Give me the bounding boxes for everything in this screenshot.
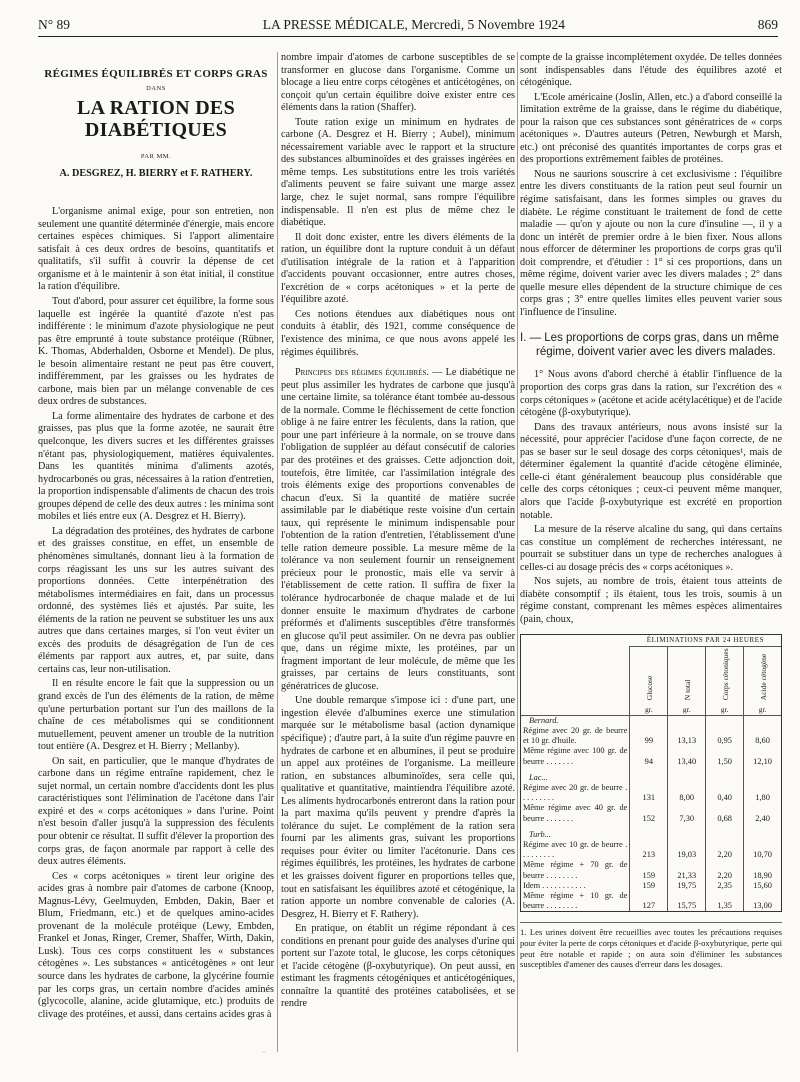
paragraph: Toute ration exige un minimum en hydrates de carbone (A. Desgrez et H. Bierry ; Aubel), minimum nécessairement variable avec le rapport et la structure des substances albuminoïdes et des graisses ingérées en même temps. Les substitutions entre les trois variétés d'aliments peuvent se faire suivant une marge assez large, chez le sujet normal, sans rompre l'équilibre indispensable. Il n'en est plus de même chez le diabétique.	[281, 116, 515, 229]
units-row: gr. gr. gr. gr.	[521, 705, 781, 716]
table-cell: 131	[630, 783, 668, 803]
table-cell: 94	[630, 746, 668, 766]
table-cell: 0,68	[706, 803, 744, 823]
regime-label: Même régime + 70 gr. de beurre . . . . . . . .	[523, 860, 628, 880]
column-divider	[517, 52, 518, 1052]
subsection-heading: Principes des régimes équilibrés.	[295, 367, 429, 379]
regime-label: Même régime avec 40 gr. de beurre . . . . . . .	[523, 803, 628, 823]
table-row	[521, 726, 781, 746]
paragraph-principes	[281, 367, 515, 693]
table-row	[521, 840, 781, 860]
regime-label: Régime avec 10 gr. de beurre . . . . . . . . .	[523, 840, 628, 860]
paragraph: On sait, en particulier, que le manque d'hydrates de carbone dans un régime entraîne rapidement, chez le sujet normal, un certain nombre d'accidents dont les plus caractéristiques sont l'élimination de l'acétone dans l'air expiré et des « corps acétoniques » dans l'urine. Point n'est besoin d'aller jusqu'à la suppression des féculents pour obtenir ce résultat. Il suffit d'élever la proportion des corps gras, de façon anormale par rapport à celle des deux autres éléments.	[38, 755, 274, 868]
table-cell: 2,35	[706, 881, 744, 891]
regime-label: Idem . . . . . . . . . . .	[523, 880, 586, 890]
table-row	[521, 746, 781, 766]
regime-label: Régime avec 20 gr. de beurre . . . . . . . . .	[523, 783, 628, 803]
table-cell: 15,60	[744, 881, 781, 891]
paragraph: La dégradation des protéines, des hydrates de carbone et des graisses constitue, en effet, un ensemble de phénomènes simultanés, donnant lieu à la formation de corps réagissant les uns sur les autres suivant des proportions données. Cette interpénétration des métabolismes intermédiaires en fait, dans un processus ordonné, des systèmes liés et ajustés. Par suite, les éléments de la ration ne peuvent se substituer les uns aux autres que dans certaines marges, si l'on veut éviter un excès des produits de désagrégation de l'un de ces éléments par rapport aux autres, et, par suite, dans certains cas, leur non-utilisation.	[38, 525, 274, 675]
table-group-row	[521, 773, 781, 783]
column-1	[38, 52, 274, 1021]
paragraph: nombre impair d'atomes de carbone susceptibles de se transformer en glucose dans l'organisme. Comme un blocage a lieu entre corps cétogènes et anticétogènes, on conçoit qu'un certain équilibre doive exister entre ces éléments dans la ration (Shaffer).	[281, 52, 515, 114]
table-cell: 159	[630, 881, 668, 891]
paragraph: Ces notions étendues aux diabétiques nous ont conduits à établir, dès 1921, comme conséquence de l'existence des minima, ce que nous avons appelé les régimes équilibrés.	[281, 308, 515, 358]
table-cell: 0,40	[706, 783, 744, 803]
paragraph: La forme alimentaire des hydrates de carbone et des graisses, pas plus que la forme azotée, ne saurait être quelconque, les divers sucres et les différentes graisses n'étant pas, physiologiquement, matières équivalentes. Dans les quantités minima d'aliments azotés, hydrocarbonés ou gras, nécessaires à la ration d'entretien, la proportion indispensable d'aliments de chacun des trois groupes dépend de celle des deux autres : les minima sont mobiles et liés entre eux (A. Desgrez et H. Bierry).	[38, 410, 274, 523]
subsection-text: — Le diabétique ne peut plus assimiler les hydrates de carbone que jusqu'à une certaine limite, sa tolérance étant tombée au-dessous de la normale. Comme le fléchissement de cette fonction oblige à ne faire entrer les féculents, dans la ration, que pour une part inférieure à la normale, on se trouve dans l'obligation de suppléer au défaut consécutif de calories par des protéines et des graisses. Cette adjonction doit, toutefois, être limitée, car l'assimilation intégrale des trois éléments exige des proportions convenables de chacun d'eux. Si la quantité de matière sucrée assimilable par le diabétique reste voisine d'un certain taux, qui représente le minimum indispensable pour l'obtention de la ration d'entretien, l'établissement d'une telle ration demeure possible. La mesure même de la tolérance va non seulement fournir un renseignement précieux pour le pronostic, mais elle va servir à l'établissement de cette ration. Il suffira de fixer la tolérance hydrocarbonée de chaque malade et de lui donner ensuite le maximum d'hydrates de carbone préformés et d'aliments susceptibles d'être transformés en glucose qu'il peut assimiler. On ne devra pas oublier que, dans un régime mixte, les protéines, par un fragment important de leur molécule, de même que les graisses, par certains de leurs constituants, sont génératrices de glucose.	[281, 367, 516, 692]
table-cell: 152	[630, 803, 668, 823]
table-row	[521, 803, 781, 823]
article-authors: A. DESGREZ, H. BIERRY et F. RATHERY.	[59, 167, 253, 179]
paragraph: La mesure de la réserve alcaline du sang, qui dans certains cas constitue un complément de recherches intéressant, ne pourrait se substituer dans un type de recherches analogues à celles-ci au dosage précis des « corps acétoniques ».	[520, 524, 782, 573]
patient-name: Lac...	[529, 772, 548, 782]
table-cell: 12,10	[744, 746, 781, 766]
paragraph: compte de la graisse incomplètement oxydée. De telles données sont indispensables dans l'étude des équilibres azoté et cétogénique.	[520, 52, 782, 89]
column-3	[520, 52, 782, 970]
journal-title: LA PRESSE MÉDICALE, Mercredi, 5 Novembre 1924	[262, 17, 565, 32]
page-header	[38, 14, 778, 37]
table-cell: 2,20	[706, 840, 744, 860]
table-group-row	[521, 715, 781, 726]
column-header: Acide cétogène	[744, 646, 781, 705]
column-divider	[277, 52, 278, 1052]
byline-prefix: PAR MM.	[140, 153, 172, 161]
paragraph: L'organisme animal exige, pour son entretien, non seulement une quantité déterminée d'énergie, mais encore certaines espèces chimiques. Si l'apport alimentaire satisfait à ces deux ordres de besoins, quantitatifs et qualitatifs, s'il suffit à couvrir la dépense de cet organisme et à le maintenir à son état initial, il constitue la ration d'équilibre.	[38, 206, 274, 293]
table-cell: 10,70	[744, 840, 781, 860]
table-cell: 13,40	[668, 746, 706, 766]
table-cell: 13,13	[668, 726, 706, 746]
table-cell: 8,00	[668, 783, 706, 803]
article-title: LA RATION DES DIABÉTIQUES	[76, 97, 235, 142]
table-cell: 13,00	[744, 891, 781, 911]
issue-number: N° 89	[38, 17, 71, 32]
table-cell: 8,60	[744, 726, 781, 746]
table-cell: 1,80	[744, 783, 781, 803]
paragraph: Ces « corps acétoniques » tirent leur origine des acides gras à nombre pair d'atomes de carbone (Knoop, Magnus-Lévy, Geelmuyden, Embden, Dakin, Baer et Blum, Friedmann, etc.) et de quelques amino-acides provenant de la molécule protéique (Lewy, Embden, Frankel et Jonas, Ringer, Cremer, Shaffer, Wirth, Dakin, Lusk). Tous ces corps constituent les « substances cétogènes ». Les substances « anticétogènes » ont leur source dans les hydrates de carbone, la glycérine fournie par les corps gras, un certain nombre d'acides aminés (glycocolle, alanine, acide glutamique, etc.) produits de clivage des protéines, et aussi, dans certains acides gras à	[38, 870, 274, 1020]
footnote: 1. Les urines doivent être recueillies avec toutes les précautions requises pour éviter la perte de corps cétoniques et d'acide β-oxybutyrique, perte qui peut être notable et rapide ; on aura soin d'éliminer les substances susceptibles d'amener des causes d'erreur dans les dosages.	[520, 922, 782, 969]
table-cell: 99	[630, 726, 668, 746]
table-cell: 21,33	[668, 860, 706, 880]
table-row	[521, 891, 781, 911]
paragraph: Il en résulte encore le fait que la suppression ou un grand excès de l'un des éléments de la ration, de même qu'une perturbation portant sur l'un des maillons de la chaîne de ces métabolismes qui se conditionnent mutuellement, peuvent amener un trouble de la nutrition tout entière (A. Desgrez et H. Bierry ; Mellanby).	[38, 678, 274, 753]
table-cell: 0,95	[706, 726, 744, 746]
title-connector: DANS	[146, 84, 166, 92]
elimination-table	[520, 634, 782, 912]
patient-name: Bernard.	[529, 715, 559, 725]
column-header: Corps cétoniques	[706, 646, 744, 705]
table-row	[521, 783, 781, 803]
paragraph: Nous ne saurions souscrire à cet exclusivisme : l'équilibre entre les divers constituants de la ration peut seul fournir un régime satisfaisant, dans les formes simples ou graves du diabète. Le régime constituant le traitement de fond de cette maladie — qu'on y ajoute ou non la cure d'insuline —, il y a donc un intérêt de premier ordre à le bien fixer. Nous allons nous efforcer de déterminer les proportions de corps gras qu'il doit comprendre, et d'étudier : 1° si ces proportions, dans un même régime, doivent varier avec les divers malades ; 2° dans quelle mesure elles dépendent de la structure chimique de ces corps gras ; 3° entre quelles limites elles peuvent varier sous l'influence de l'insuline.	[520, 168, 782, 318]
table-cell: 2,40	[744, 803, 781, 823]
table-cell: 19,03	[668, 840, 706, 860]
paragraph: En pratique, on établit un régime répondant à ces conditions en prenant pour guide des analyses d'urine qui portent sur l'azote total, le glucose, les corps cétoniques et l'acide cétogène (β-oxybutyrique). On peut aussi, en estimant les fragments cétogéniques et anticétogéniques, connaître la quantité des protéines catabolisées, et se rendre	[281, 923, 515, 1010]
table-cell: 2,20	[706, 860, 744, 880]
page-number: 869	[757, 17, 778, 32]
table-cell: 1,35	[706, 891, 744, 911]
article-subtitle: RÉGIMES ÉQUILIBRÉS ET CORPS GRAS	[44, 68, 268, 80]
paragraph: 1° Nous avons d'abord cherché à établir l'influence de la proportion des corps gras dans la ration, sur l'excrétion des « corps cétoniques » (acétone et acide acétylacétique) et de l'acide cétogène (β-oxybutyrique).	[520, 369, 782, 419]
table-cell: 1,50	[706, 746, 744, 766]
table-row	[521, 881, 781, 891]
patient-name: Turb...	[529, 829, 551, 839]
regime-label: Même régime avec 100 gr. de beurre . . . . . . .	[523, 746, 628, 766]
table-cell: 19,75	[668, 881, 706, 891]
column-header: N total	[668, 646, 706, 705]
table-cell: 15,75	[668, 891, 706, 911]
paper-stain: ~	[261, 1047, 267, 1057]
regime-label: Même régime + 10 gr. de beurre . . . . . . . .	[523, 891, 628, 911]
regime-label: Régime avec 20 gr. de beurre et 10 gr. d'huile.	[523, 726, 628, 746]
table-cell: 127	[630, 891, 668, 911]
paragraph: Il doit donc exister, entre les divers éléments de la ration, un équilibre dont la rupture conduit à un défaut d'utilisation intégrale de la ration et à l'apparition d'accidents pouvant occasionner, entre autres choses, l'excrétion de « corps acétoniques » et la perte de l'équilibre azoté.	[281, 231, 515, 306]
column-2	[281, 52, 515, 1011]
column-header: Glucose	[630, 646, 668, 705]
paragraph: Dans des travaux antérieurs, nous avons insisté sur la nécessité, pour apprécier l'acidose d'une façon correcte, de ne pas se baser sur le seul dosage des corps cétoniques¹, mais de déterminer également la quantité d'acide cétogène éliminée, celle-ci étant généralement beaucoup plus considérable que celle des corps cétoniques ; ceux-ci peuvent même manquer, alors que l'acide β-oxybutyrique est excrété en proportion notable.	[520, 421, 782, 521]
table-header: ÉLIMINATIONS PAR 24 HEURES	[630, 635, 781, 646]
paragraph: Tout d'abord, pour assurer cet équilibre, la forme sous laquelle est ingérée la quantité d'azote n'est pas indifférente : le minimum d'azote physiologique ne peut pas être emprunté à toute substance protéique (Rübner, K. Thomas, Abderhalden, Osborne et Mendel). De plus, le besoin alimentaire restant ne peut pas être couvert, indifféremment, par les graisses ou les hydrates de carbone, mais bien par un mélange convenable de ces deux ordres de substances.	[38, 296, 274, 408]
table-cell: 159	[630, 860, 668, 880]
paragraph: L'Ecole américaine (Joslin, Allen, etc.) a d'abord conseillé la limitation extrême de la graisse, dans le régime du diabétique, pour la raison que ces substances sont génératrices de « corps acétoniques ». D'autres auteurs (Petren, Newburgh et Marsh, etc.) ont préconisé des quantités importantes de corps gras et des proportions extrêmement faibles de protéines.	[520, 91, 782, 166]
table-cell: 18,90	[744, 860, 781, 880]
table-group-row	[521, 830, 781, 840]
table-cell: 213	[630, 840, 668, 860]
section-heading: I. — Les proportions de corps gras, dans un même régime, doivent varier avec les divers malades.	[520, 332, 779, 359]
table-row	[521, 860, 781, 880]
paragraph: Une double remarque s'impose ici : d'une part, une ingestion élevée d'albumines exerce une stimulation marquée sur le métabolisme basal (action dynamique spécifique) ; d'autre part, à la suite d'un régime pauvre en hydrates de carbone et en albumines, il peut se produire un appel aux protéines de l'organisme. La meilleure ration, en substances albuminoïdes, sera celle qui, qualitative et quantitative, maintiendra l'équilibre azoté. Les aliments hydrocarbonés entreront dans la ration pour la part maxima qu'ils peuvent y prendre d'après la tolérance du sujet. Le complément de la ration sera fourni par les aliments gras, suivant les proportions requises pour éviter ou limiter l'acétonurie. Dans ces régimes équilibrés, les protéines, les hydrates de carbone et les graisses doivent figurer en proportions telles que, tout en satisfaisant les équilibres azoté et cétogénique, la ration apporte un nombre convenable de calories (A. Desgrez, H. Bierry et F. Rathery).	[281, 695, 515, 920]
table-cell: 7,30	[668, 803, 706, 823]
paragraph: Nos sujets, au nombre de trois, étaient tous atteints de diabète consomptif ; ils étaient, tous les trois, soumis à un régime constant, comprenant les mêmes espèces alimentaires (pain, choux,	[520, 576, 782, 625]
